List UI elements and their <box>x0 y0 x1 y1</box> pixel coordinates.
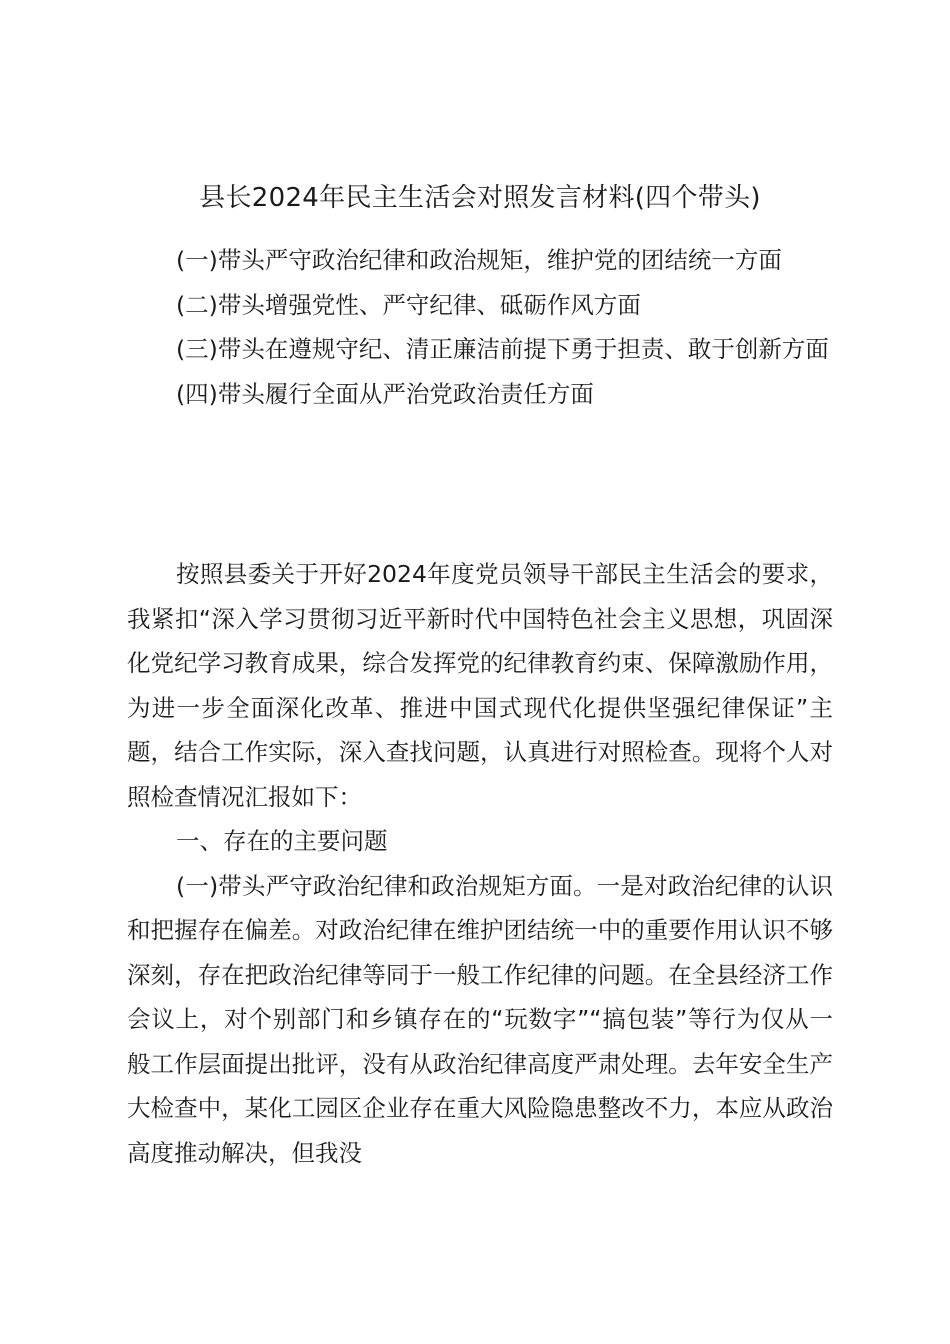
outline-item: (三)带头在遵规守纪、清正廉洁前提下勇于担责、敢于创新方面 <box>176 335 829 363</box>
outline-item: (四)带头履行全面从严治党政治责任方面 <box>176 379 594 408</box>
outline-list <box>127 238 833 416</box>
document-title: 县长2024年民主生活会对照发言材料(四个带头) <box>199 183 761 213</box>
outline-item: (二)带头增强党性、严守纪律、砥砺作风方面 <box>176 290 641 319</box>
outline-item: (一)带头严守政治纪律和政治规矩，维护党的团结统一方面 <box>176 246 782 274</box>
document-body <box>127 552 833 1175</box>
section-heading: 一、存在的主要问题 <box>176 827 388 855</box>
body-paragraph: 按照县委关于开好2024年度党员领导干部民主生活会的要求，我紧扣“深入学习贯彻习近平新时代中国特色社会主义思想，巩固深化党纪学习教育成果，综合发挥党的纪律教育约束、保障激励作用，为进一步全面深化改革、推进中国式现代化提供坚强纪律保证”主题，结合工作实际，深入查找问题，认真进行对照检查。现将个人对照检查情况汇报如下： <box>127 560 833 811</box>
body-paragraph: (一)带头严守政治纪律和政治规矩方面。一是对政治纪律的认识和把握存在偏差。对政治纪律在维护团结统一中的重要作用认识不够深刻，存在把政治纪律等同于一般工作纪律的问题。在全县经济工作会议上，对个别部门和乡镇存在的“玩数字”“搞包装”等行为仅从一般工作层面提出批评，没有从政治纪律高度严肃处理。去年安全生产大检查中，某化工园区企业存在重大风险隐患整改不力，本应从政治高度推动解决，但我没 <box>127 871 833 1167</box>
